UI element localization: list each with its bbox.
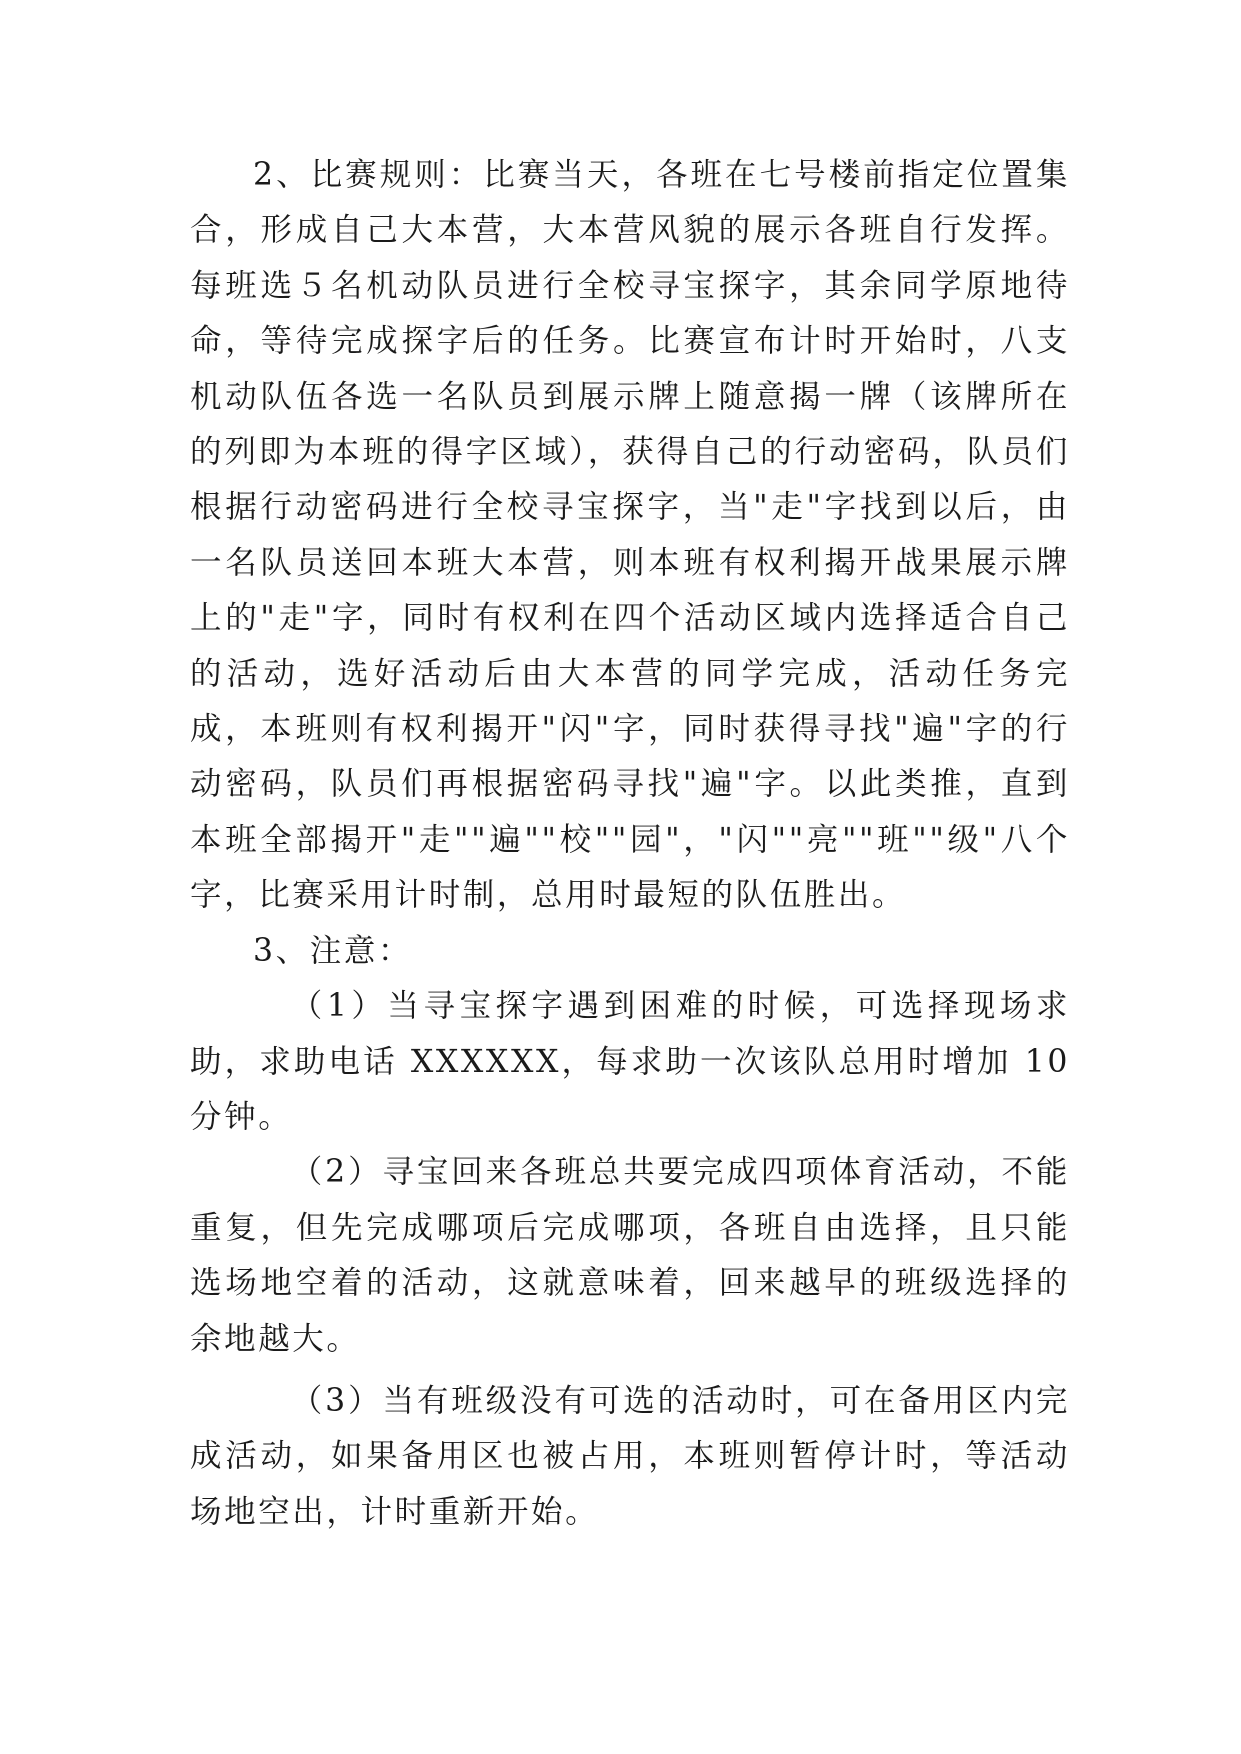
paragraph-note-2: （2）寻宝回来各班总共要完成四项体育活动，不能重复，但先完成哪项后完成哪项，各班自由选择，且只能选场地空着的活动，这就意味着，回来越早的班级选择的余地越大。 — [190, 1154, 1070, 1357]
paragraph-note-3: （3）当有班级没有可选的活动时，可在备用区内完成活动，如果备用区也被占用，本班则暂停计时，等活动场地空出，计时重新开始。 — [190, 1382, 1070, 1530]
paragraph-competition-rules: 2、比赛规则：比赛当天，各班在七号楼前指定位置集合，形成自己大本营，大本营风貌的展示各班自行发挥。每班选５名机动队员进行全校寻宝探字，其余同学原地待命，等待完成探字后的任务。比赛宣布计时开始时，八支机动队伍各选一名队员到展示牌上随意揭一牌（该牌所在的列即为本班的得字区域），获得自己的行动密码，队员们根据行动密码进行全校寻宝探字，当"走"字找到以后，由一名队员送回本班大本营，则本班有权利揭开战果展示牌上的"走"字，同时有权利在四个活动区域内选择适合自己的活动，选好活动后由大本营的同学完成，活动任务完成，本班则有权利揭开"闪"字，同时获得寻找"遍"字的行动密码，队员们再根据密码寻找"遍"字。以此类推，直到本班全部揭开"走""遍""校""园"，"闪""亮""班""级"八个字，比赛采用计时制，总用时最短的队伍胜出。 — [190, 157, 1070, 914]
paragraph-note-1: （1）当寻宝探字遇到困难的时候，可选择现场求助，求助电话 XXXXXX，每求助一次该队总用时增加 10 分钟。 — [190, 988, 1070, 1135]
document-page — [190, 148, 1070, 1540]
paragraph-notes-heading: 3、注意： — [253, 932, 413, 969]
